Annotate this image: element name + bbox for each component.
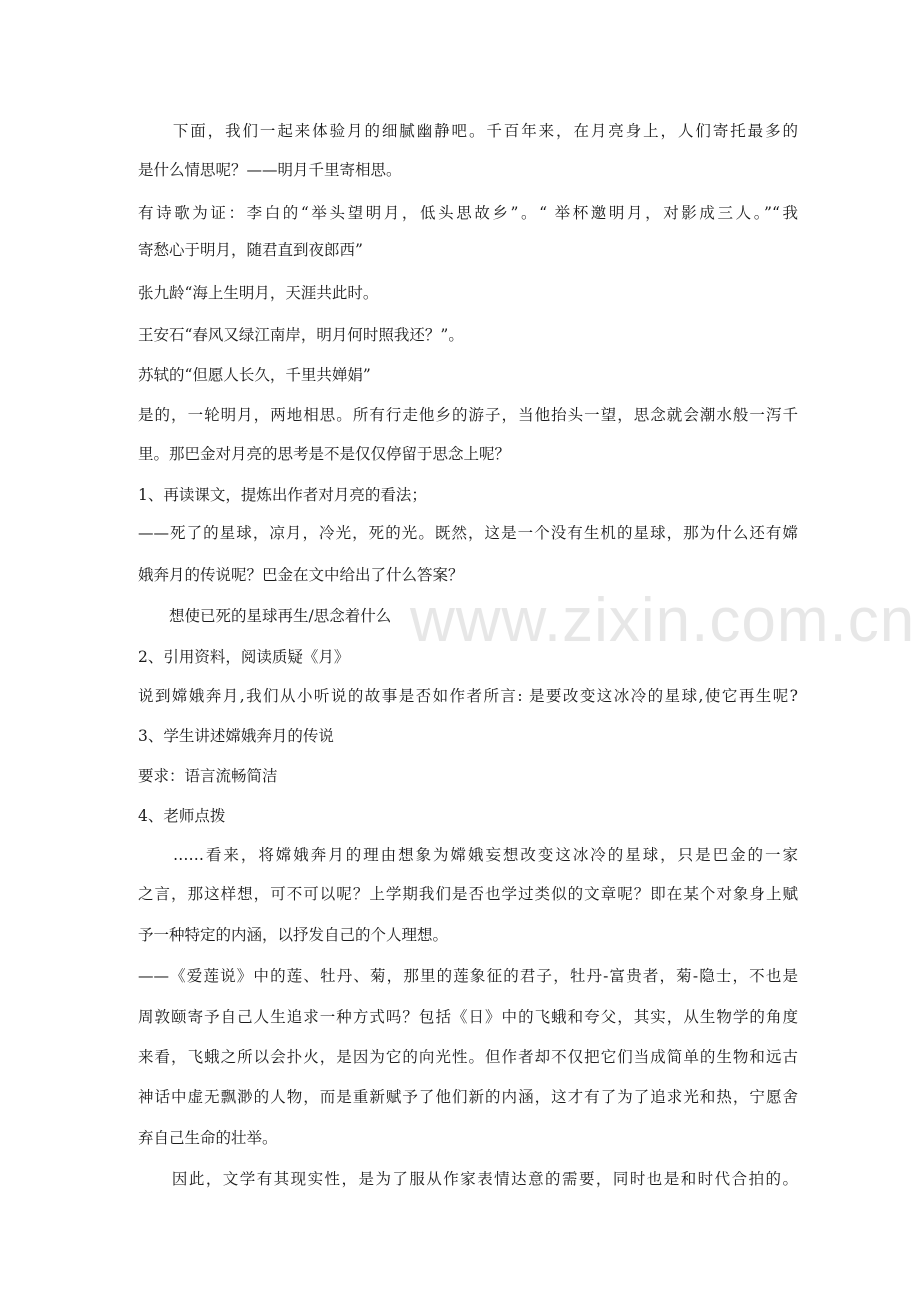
list-item-1: 1、再读课文，提炼出作者对月亮的看法；: [138, 486, 427, 504]
paragraph-line: 有诗歌为证：李白的“举头望明月，低头思故乡”。“ 举杯邀明月，对影成三人。”“我: [138, 204, 798, 222]
paragraph-line: ……看来，将嫦娥奔月的理由想象为嫦娥妄想改变这冰冷的星球，只是巴金的一家: [138, 846, 798, 864]
paragraph-line: 苏轼的“但愿人长久，千里共婵娟”: [138, 366, 371, 384]
paragraph-line: 里。那巴金对月亮的思考是不是仅仅停留于思念上呢？: [138, 445, 511, 463]
list-item-3: 3、学生讲述嫦娥奔月的传说: [138, 727, 334, 745]
paragraph-line: 下面，我们一起来体验月的细腻幽静吧。千百年来，在月亮身上，人们寄托最多的: [138, 122, 798, 140]
paragraph-line: 因此，文学有其现实性，是为了服从作家表情达意的需要，同时也是和时代合拍的。: [138, 1170, 798, 1188]
paragraph-line: 弃自己生命的壮举。: [138, 1129, 278, 1147]
paragraph-line: 予一种特定的内涵，以抒发自己的个人理想。: [138, 926, 449, 944]
paragraph-line: 要求：语言流畅简洁: [138, 767, 278, 785]
paragraph-line: ——《爱莲说》中的莲、牡丹、菊，那里的莲象征的君子，牡丹-富贵者，菊-隐士，不也是: [138, 967, 798, 985]
paragraph-line: 张九龄“海上生明月，天涯共此时。: [138, 284, 379, 302]
paragraph-line: 之言，那这样想，可不可以呢？上学期我们是否也学过类似的文章呢？即在某个对象身上赋: [138, 885, 798, 903]
paragraph-line: 神话中虚无飘渺的人物，而是重新赋予了他们新的内涵，这才有了为了追求光和热，宁愿舍: [138, 1088, 798, 1106]
paragraph-line: 想使已死的星球再生/思念着什么: [138, 607, 392, 625]
list-item-2: 2、引用资料，阅读质疑《月》: [138, 648, 350, 666]
paragraph-line: 娥奔月的传说呢？巴金在文中给出了什么答案？: [138, 566, 464, 584]
list-item-4: 4、老师点拨: [138, 807, 226, 825]
paragraph-line: 寄愁心于明月，随君直到夜郎西”: [138, 241, 363, 259]
paragraph-line: 周敦颐寄予自己人生追求一种方式吗？包括《日》中的飞蛾和夸父，其实，从生物学的角度: [138, 1008, 798, 1026]
paragraph-line: 是的，一轮明月，两地相思。所有行走他乡的游子，当他抬头一望，思念就会潮水般一泻千: [138, 406, 798, 424]
paragraph-line: 王安石“春风又绿江南岸，明月何时照我还？”。: [138, 326, 464, 344]
paragraph-line: 来看，飞蛾之所以会扑火，是因为它的向光性。但作者却不仅把它们当成简单的生物和远古: [138, 1048, 798, 1066]
paragraph-line: 说到嫦娥奔月,我们从小听说的故事是否如作者所言: 是要改变这冰冷的星球,使它再生呢?: [138, 687, 798, 705]
watermark: www.zixin.com.cn: [410, 586, 916, 655]
paragraph-line: 是什么情思呢？——明月千里寄相思。: [138, 161, 402, 179]
paragraph-line: ——死了的星球，凉月，冷光，死的光。既然，这是一个没有生机的星球，那为什么还有嫦: [138, 524, 798, 542]
